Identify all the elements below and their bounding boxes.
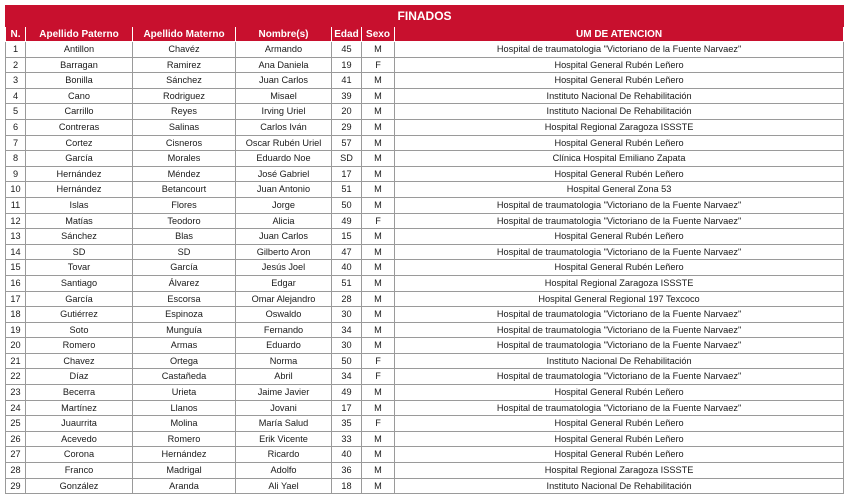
cell-edad: 19: [332, 57, 362, 73]
cell-apellido-materno: Madrigal: [133, 463, 236, 479]
cell-um-de-atencion: Hospital General Rubén Leñero: [395, 166, 844, 182]
cell-edad: 49: [332, 213, 362, 229]
cell-apellido-materno: Betancourt: [133, 182, 236, 198]
table-row: [6, 416, 844, 432]
cell-number: 13: [6, 229, 26, 245]
cell-apellido-paterno: Bonilla: [26, 73, 133, 89]
table-row: [6, 42, 844, 58]
cell-apellido-paterno: Martínez: [26, 400, 133, 416]
cell-sexo: M: [362, 135, 395, 151]
table-row: [6, 307, 844, 323]
table-row: [6, 229, 844, 245]
cell-nombres: Omar Alejandro: [236, 291, 332, 307]
cell-apellido-paterno: Acevedo: [26, 431, 133, 447]
cell-nombres: Fernando: [236, 322, 332, 338]
cell-sexo: M: [362, 73, 395, 89]
cell-apellido-materno: Chavéz: [133, 42, 236, 58]
cell-um-de-atencion: Hospital General Rubén Leñero: [395, 135, 844, 151]
table-row: [6, 338, 844, 354]
cell-nombres: Abril: [236, 369, 332, 385]
table-row: [6, 166, 844, 182]
table-row: [6, 135, 844, 151]
cell-sexo: M: [362, 307, 395, 323]
table-row: [6, 322, 844, 338]
cell-nombres: Gilberto Aron: [236, 244, 332, 260]
cell-um-de-atencion: Hospital General Zona 53: [395, 182, 844, 198]
cell-sexo: M: [362, 478, 395, 494]
cell-sexo: F: [362, 213, 395, 229]
cell-um-de-atencion: Hospital de traumatologia "Victoriano de la Fuente Narvaez": [395, 338, 844, 354]
table-row: [6, 197, 844, 213]
header-row: [6, 27, 844, 42]
cell-sexo: M: [362, 275, 395, 291]
cell-apellido-materno: Ramirez: [133, 57, 236, 73]
cell-edad: 49: [332, 385, 362, 401]
cell-number: 11: [6, 197, 26, 213]
cell-apellido-materno: Castañeda: [133, 369, 236, 385]
cell-number: 2: [6, 57, 26, 73]
cell-sexo: F: [362, 416, 395, 432]
cell-nombres: Irving Uriel: [236, 104, 332, 120]
cell-sexo: M: [362, 197, 395, 213]
cell-um-de-atencion: Hospital General Rubén Leñero: [395, 447, 844, 463]
cell-um-de-atencion: Hospital de traumatologia "Victoriano de la Fuente Narvaez": [395, 197, 844, 213]
cell-um-de-atencion: Hospital General Rubén Leñero: [395, 385, 844, 401]
finados-table-container: [5, 5, 843, 494]
cell-sexo: M: [362, 166, 395, 182]
cell-apellido-materno: Munguía: [133, 322, 236, 338]
cell-edad: 45: [332, 42, 362, 58]
cell-nombres: Eduardo: [236, 338, 332, 354]
cell-apellido-paterno: Cortez: [26, 135, 133, 151]
cell-um-de-atencion: Hospital General Rubén Leñero: [395, 260, 844, 276]
table-row: [6, 291, 844, 307]
table-title: FINADOS: [6, 6, 844, 27]
cell-apellido-materno: Morales: [133, 151, 236, 167]
cell-um-de-atencion: Hospital de traumatologia "Victoriano de la Fuente Narvaez": [395, 322, 844, 338]
header-apellido-paterno: Apellido Paterno: [26, 27, 133, 42]
cell-number: 25: [6, 416, 26, 432]
cell-sexo: F: [362, 353, 395, 369]
cell-number: 4: [6, 88, 26, 104]
cell-sexo: M: [362, 291, 395, 307]
cell-edad: 29: [332, 119, 362, 135]
cell-edad: 51: [332, 275, 362, 291]
cell-edad: 40: [332, 260, 362, 276]
cell-edad: 50: [332, 353, 362, 369]
cell-um-de-atencion: Instituto Nacional De Rehabilitación: [395, 88, 844, 104]
table-row: [6, 353, 844, 369]
cell-um-de-atencion: Hospital General Rubén Leñero: [395, 416, 844, 432]
cell-edad: 39: [332, 88, 362, 104]
cell-number: 26: [6, 431, 26, 447]
cell-sexo: M: [362, 42, 395, 58]
cell-number: 8: [6, 151, 26, 167]
cell-apellido-materno: Cisneros: [133, 135, 236, 151]
cell-nombres: Alicia: [236, 213, 332, 229]
cell-apellido-materno: Urieta: [133, 385, 236, 401]
cell-edad: 17: [332, 166, 362, 182]
cell-nombres: Oscar Rubén Uriel: [236, 135, 332, 151]
cell-nombres: Juan Carlos: [236, 229, 332, 245]
cell-sexo: M: [362, 229, 395, 245]
cell-apellido-materno: Romero: [133, 431, 236, 447]
cell-sexo: M: [362, 400, 395, 416]
table-row: [6, 275, 844, 291]
cell-sexo: M: [362, 385, 395, 401]
cell-apellido-materno: Aranda: [133, 478, 236, 494]
cell-number: 6: [6, 119, 26, 135]
cell-sexo: M: [362, 119, 395, 135]
cell-sexo: M: [362, 104, 395, 120]
cell-um-de-atencion: Hospital General Regional 197 Texcoco: [395, 291, 844, 307]
cell-um-de-atencion: Hospital Regional Zaragoza ISSSTE: [395, 119, 844, 135]
table-row: [6, 213, 844, 229]
cell-edad: 41: [332, 73, 362, 89]
cell-edad: 34: [332, 369, 362, 385]
cell-edad: 51: [332, 182, 362, 198]
cell-apellido-paterno: García: [26, 291, 133, 307]
cell-nombres: Juan Antonio: [236, 182, 332, 198]
cell-number: 27: [6, 447, 26, 463]
cell-sexo: F: [362, 369, 395, 385]
cell-apellido-materno: Sánchez: [133, 73, 236, 89]
cell-edad: 17: [332, 400, 362, 416]
cell-um-de-atencion: Hospital Regional Zaragoza ISSSTE: [395, 275, 844, 291]
cell-um-de-atencion: Hospital Regional Zaragoza ISSSTE: [395, 463, 844, 479]
table-row: [6, 244, 844, 260]
table-row: [6, 478, 844, 494]
table-row: [6, 447, 844, 463]
cell-apellido-materno: García: [133, 260, 236, 276]
cell-number: 17: [6, 291, 26, 307]
cell-sexo: M: [362, 322, 395, 338]
cell-um-de-atencion: Instituto Nacional De Rehabilitación: [395, 104, 844, 120]
cell-edad: 34: [332, 322, 362, 338]
cell-apellido-paterno: SD: [26, 244, 133, 260]
cell-apellido-materno: Álvarez: [133, 275, 236, 291]
cell-um-de-atencion: Clínica Hospital Emiliano Zapata: [395, 151, 844, 167]
cell-edad: 28: [332, 291, 362, 307]
table-body: [6, 42, 844, 494]
cell-nombres: Norma: [236, 353, 332, 369]
cell-number: 19: [6, 322, 26, 338]
cell-number: 3: [6, 73, 26, 89]
cell-apellido-materno: Rodriguez: [133, 88, 236, 104]
cell-apellido-paterno: Tovar: [26, 260, 133, 276]
cell-apellido-paterno: Becerra: [26, 385, 133, 401]
cell-sexo: M: [362, 151, 395, 167]
title-row: [6, 6, 844, 27]
header-sexo: Sexo: [362, 27, 395, 42]
cell-number: 10: [6, 182, 26, 198]
cell-edad: 57: [332, 135, 362, 151]
cell-um-de-atencion: Hospital de traumatologia "Victoriano de la Fuente Narvaez": [395, 244, 844, 260]
table-row: [6, 182, 844, 198]
cell-number: 24: [6, 400, 26, 416]
cell-edad: 20: [332, 104, 362, 120]
cell-apellido-paterno: Hernández: [26, 182, 133, 198]
cell-apellido-materno: Salinas: [133, 119, 236, 135]
cell-sexo: M: [362, 338, 395, 354]
cell-apellido-paterno: Corona: [26, 447, 133, 463]
cell-apellido-paterno: González: [26, 478, 133, 494]
cell-apellido-materno: Llanos: [133, 400, 236, 416]
cell-apellido-materno: Molina: [133, 416, 236, 432]
cell-apellido-paterno: Romero: [26, 338, 133, 354]
cell-sexo: M: [362, 244, 395, 260]
cell-apellido-materno: Méndez: [133, 166, 236, 182]
cell-nombres: Armando: [236, 42, 332, 58]
cell-apellido-materno: Teodoro: [133, 213, 236, 229]
cell-nombres: José Gabriel: [236, 166, 332, 182]
cell-um-de-atencion: Hospital General Rubén Leñero: [395, 57, 844, 73]
table-row: [6, 151, 844, 167]
cell-number: 1: [6, 42, 26, 58]
cell-nombres: Erik Vicente: [236, 431, 332, 447]
cell-number: 18: [6, 307, 26, 323]
header-number: N.: [6, 27, 26, 42]
cell-edad: 15: [332, 229, 362, 245]
cell-nombres: Ricardo: [236, 447, 332, 463]
cell-um-de-atencion: Instituto Nacional De Rehabilitación: [395, 353, 844, 369]
cell-number: 7: [6, 135, 26, 151]
finados-table: [5, 5, 844, 494]
cell-edad: SD: [332, 151, 362, 167]
header-apellido-materno: Apellido Materno: [133, 27, 236, 42]
cell-nombres: Jorge: [236, 197, 332, 213]
cell-nombres: María Salud: [236, 416, 332, 432]
cell-apellido-materno: Blas: [133, 229, 236, 245]
cell-um-de-atencion: Hospital General Rubén Leñero: [395, 73, 844, 89]
cell-sexo: M: [362, 431, 395, 447]
cell-apellido-paterno: Sánchez: [26, 229, 133, 245]
cell-sexo: M: [362, 260, 395, 276]
cell-nombres: Adolfo: [236, 463, 332, 479]
cell-apellido-materno: Ortega: [133, 353, 236, 369]
table-row: [6, 57, 844, 73]
cell-apellido-materno: Armas: [133, 338, 236, 354]
table-row: [6, 88, 844, 104]
cell-um-de-atencion: Instituto Nacional De Rehabilitación: [395, 478, 844, 494]
cell-apellido-paterno: Islas: [26, 197, 133, 213]
cell-sexo: M: [362, 447, 395, 463]
cell-sexo: M: [362, 88, 395, 104]
cell-nombres: Juan Carlos: [236, 73, 332, 89]
cell-apellido-paterno: Cano: [26, 88, 133, 104]
cell-um-de-atencion: Hospital de traumatologia "Victoriano de la Fuente Narvaez": [395, 42, 844, 58]
cell-number: 22: [6, 369, 26, 385]
cell-number: 9: [6, 166, 26, 182]
cell-apellido-materno: Espinoza: [133, 307, 236, 323]
cell-um-de-atencion: Hospital General Rubén Leñero: [395, 431, 844, 447]
table-row: [6, 385, 844, 401]
header-nombres: Nombre(s): [236, 27, 332, 42]
cell-apellido-paterno: Antillon: [26, 42, 133, 58]
table-row: [6, 431, 844, 447]
cell-edad: 30: [332, 307, 362, 323]
cell-edad: 33: [332, 431, 362, 447]
header-um-de-atencion: UM DE ATENCION: [395, 27, 844, 42]
cell-nombres: Edgar: [236, 275, 332, 291]
cell-apellido-paterno: Juaurrita: [26, 416, 133, 432]
cell-apellido-materno: Hernández: [133, 447, 236, 463]
cell-um-de-atencion: Hospital General Rubén Leñero: [395, 229, 844, 245]
cell-nombres: Oswaldo: [236, 307, 332, 323]
cell-number: 21: [6, 353, 26, 369]
table-row: [6, 119, 844, 135]
cell-apellido-paterno: Hernández: [26, 166, 133, 182]
cell-sexo: F: [362, 57, 395, 73]
cell-um-de-atencion: Hospital de traumatologia "Victoriano de la Fuente Narvaez": [395, 213, 844, 229]
header-edad: Edad: [332, 27, 362, 42]
cell-um-de-atencion: Hospital de traumatologia "Victoriano de la Fuente Narvaez": [395, 369, 844, 385]
cell-apellido-paterno: Santiago: [26, 275, 133, 291]
cell-apellido-paterno: Contreras: [26, 119, 133, 135]
cell-number: 15: [6, 260, 26, 276]
cell-number: 12: [6, 213, 26, 229]
table-row: [6, 463, 844, 479]
cell-apellido-paterno: Franco: [26, 463, 133, 479]
cell-nombres: Jaime Javier: [236, 385, 332, 401]
cell-apellido-paterno: Soto: [26, 322, 133, 338]
table-row: [6, 104, 844, 120]
cell-edad: 36: [332, 463, 362, 479]
cell-apellido-materno: Flores: [133, 197, 236, 213]
cell-apellido-paterno: Gutiérrez: [26, 307, 133, 323]
cell-apellido-paterno: García: [26, 151, 133, 167]
cell-edad: 18: [332, 478, 362, 494]
cell-edad: 47: [332, 244, 362, 260]
cell-number: 23: [6, 385, 26, 401]
cell-nombres: Eduardo Noe: [236, 151, 332, 167]
cell-number: 20: [6, 338, 26, 354]
cell-number: 5: [6, 104, 26, 120]
cell-edad: 40: [332, 447, 362, 463]
cell-nombres: Ali Yael: [236, 478, 332, 494]
cell-apellido-paterno: Barragan: [26, 57, 133, 73]
cell-number: 16: [6, 275, 26, 291]
cell-um-de-atencion: Hospital de traumatologia "Victoriano de la Fuente Narvaez": [395, 400, 844, 416]
cell-um-de-atencion: Hospital de traumatologia "Victoriano de la Fuente Narvaez": [395, 307, 844, 323]
cell-apellido-paterno: Díaz: [26, 369, 133, 385]
table-row: [6, 260, 844, 276]
table-row: [6, 369, 844, 385]
cell-sexo: M: [362, 463, 395, 479]
cell-nombres: Jovani: [236, 400, 332, 416]
cell-nombres: Jesús Joel: [236, 260, 332, 276]
cell-number: 28: [6, 463, 26, 479]
cell-edad: 50: [332, 197, 362, 213]
cell-apellido-paterno: Carrillo: [26, 104, 133, 120]
cell-nombres: Ana Daniela: [236, 57, 332, 73]
cell-number: 14: [6, 244, 26, 260]
cell-sexo: M: [362, 182, 395, 198]
cell-number: 29: [6, 478, 26, 494]
cell-edad: 35: [332, 416, 362, 432]
cell-apellido-paterno: Chavez: [26, 353, 133, 369]
cell-apellido-paterno: Matías: [26, 213, 133, 229]
cell-apellido-materno: SD: [133, 244, 236, 260]
table-row: [6, 400, 844, 416]
cell-apellido-materno: Reyes: [133, 104, 236, 120]
cell-nombres: Misael: [236, 88, 332, 104]
table-row: [6, 73, 844, 89]
cell-nombres: Carlos Iván: [236, 119, 332, 135]
cell-edad: 30: [332, 338, 362, 354]
cell-apellido-materno: Escorsa: [133, 291, 236, 307]
